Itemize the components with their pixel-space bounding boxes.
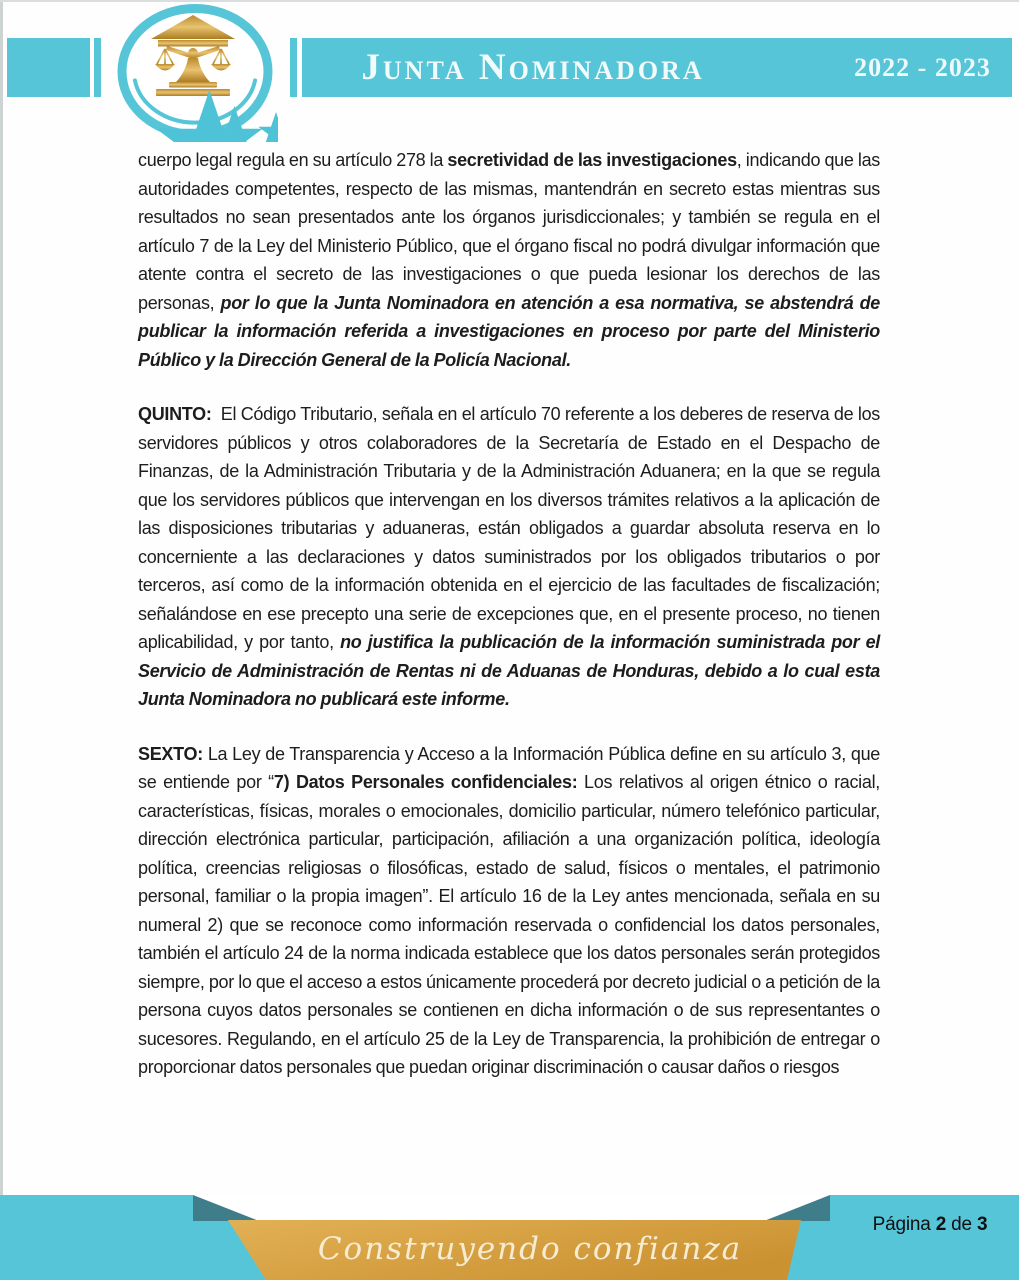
text-run: SEXTO: [138, 743, 203, 764]
text-run: Los relativos al origen étnico o racial, características, físicas, morales o emocionales, domicilio particular, número telefónico particular, dirección electrónica particular, participación, afiliación a una organización política, ideología política, creencias religiosas o filosóficas, estado de salud, físicos o mentales, el patrimonio personal, familiar o la propia imagen”. El artículo 16 de la Ley antes mencionada, señala en su numeral 2) que se reconoce como información reservada o confidencial los datos personales, también el artículo 24 de la norma indicada establece que los datos personales serán protegidos siempre, por lo que el acceso a estos únicamente procederá por decreto judicial o a petición de la persona cuyos datos personales se contienen en dicha información o de sus representantes o sucesores. Regulando, en el artículo 25 de la Ley de Transparencia, la prohibición de entregar o proporcionar datos personales que puedan originar discriminación o causar daños o riesgos [138, 772, 880, 1077]
header-left-strip [94, 38, 101, 97]
page-total: 3 [976, 1214, 988, 1235]
scales-of-justice-icon [112, 2, 278, 142]
page-number [860, 1214, 1000, 1236]
page-current: 2 [935, 1214, 947, 1235]
document-body [138, 146, 880, 1108]
page-label: Página [872, 1214, 931, 1235]
paragraph [138, 146, 880, 374]
junta-nominadora-logo [112, 2, 278, 142]
text-run: La Ley de Transparencia y Acceso a la Información Pública define en su artículo 3, que se entiende por “ [138, 743, 880, 792]
text-run: 7) Datos Personales confidenciales: [273, 772, 578, 792]
page-title: Junta Nominadora [361, 47, 705, 88]
text-run: secretividad de las investigaciones [447, 150, 737, 170]
paragraph [138, 400, 880, 714]
footer-white-notch [193, 1195, 830, 1221]
slogan-text: Construyendo confianza [317, 1231, 743, 1267]
years-badge: 2022 - 2023 [854, 52, 991, 82]
text-run: , indicando que las autoridades competentes, respecto de las mismas, mantendrán en secreto estas mientras sus resultados no sean presentados ante los órganos jurisdiccionales; y también se regula en el artículo 7 de la Ley del Ministerio Público, que el órgano fiscal no podrá divulgar información que atente contra el secreto de las investigaciones o que pueda lesionar los derechos de las personas, [138, 150, 880, 313]
header-left-block [7, 38, 90, 97]
text-run: no justifica la publicación de la información suministrada por el Servicio de Administración de Rentas ni de Aduanas de Honduras, debido a lo cual esta Junta Nominadora no publicará este informe. [138, 632, 881, 709]
header-right-strip [290, 38, 297, 97]
text-run: El Código Tributario, señala en el artículo 70 referente a los deberes de reserva de los servidores públicos y otros colaboradores de la Secretaría de Estado en el Despacho de Finanzas, de la Administración Tributaria y de la Administración Aduanera; en la que se regula que los servidores públicos que intervengan en los diversos trámites relativos a la aplicación de las disposiciones tributarias y aduaneras, están obligados a guardar absoluta reserva en lo concerniente a las declaraciones y datos suministrados por los obligados tributarios o por terceros, así como de la información obtenida en el ejercicio de las facultades de fiscalización; señalándose en ese precepto una serie de excepciones que, en el presente proceso, no tienen aplicabilidad, y por tanto, [138, 404, 880, 652]
page-separator: de [951, 1214, 972, 1235]
scan-edge-left [0, 0, 3, 1280]
text-run: por lo que la Junta Nominadora en atención a esa normativa, se abstendrá de publicar la información referida a investigaciones en proceso por parte del Ministerio Público y la Dirección General de la Policía Nacional. [138, 292, 880, 370]
text-run: QUINTO: [138, 404, 212, 424]
text-run: cuerpo legal regula en su artículo 278 la [138, 150, 448, 170]
paragraph [138, 740, 880, 1082]
